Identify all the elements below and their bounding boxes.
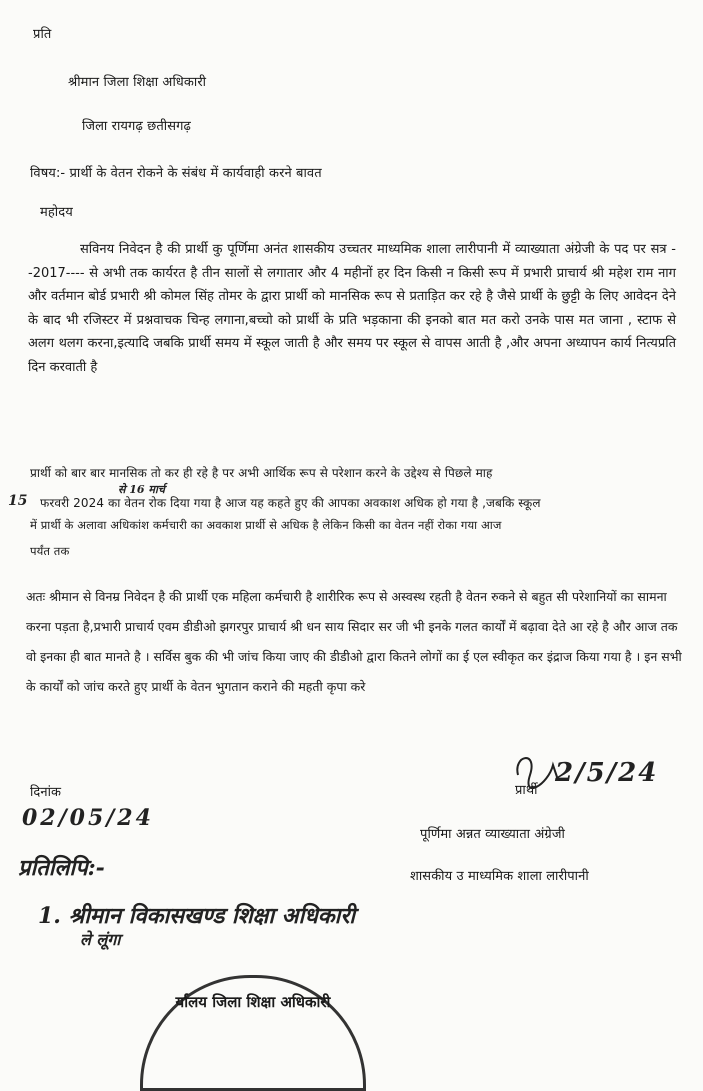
- paragraph-2-line3: में प्रार्थी के अलावा अधिकांश कर्मचारी का अवकाश प्रार्थी से अधिक है लेकिन किसी का वेतन नहीं रोका गया आज: [30, 518, 502, 532]
- paragraph-2-line1: प्रार्थी को बार बार मानसिक तो कर ही रहे है पर अभी आर्थिक रूप से परेशान करने के उद्देश्य से पिछले माह: [30, 466, 493, 480]
- handwritten-feb-number: 15: [8, 493, 28, 509]
- handwritten-copy-line2: ले लूंगा: [80, 930, 121, 949]
- to-label: प्रति: [33, 27, 52, 42]
- stamp-text: र्यालय जिला शिक्षा अधिकारी: [175, 993, 331, 1011]
- date-label: दिनांक: [30, 785, 62, 800]
- handwritten-feb-above: से 16 मार्च: [118, 483, 165, 496]
- sender-school: शासकीय उ माध्यमिक शाला लारीपानी: [410, 869, 589, 884]
- paragraph-1: सविनय निवेदन है की प्रार्थी कु पूर्णिमा अनंत शासकीय उच्चतर माध्यमिक शाला लारीपानी में व्याख्याता अंग्रेजी के पद पर सत्र --2017---- से अभी तक कार्यरत है तीन सालों से लगातार और 4 महीनों हर दिन किसी न किसी रूप में प्रभारी प्राचार्य श्री महेश राम नाग और वर्तमान बोर्ड प्रभारी श्री कोमल सिंह तोमर के द्वारा प्रार्थी को मानसिक रूप से प्रताड़ित कर रहे है जैसे प्रार्थी के छुट्टी के लिए आवेदन देने के बाद भी रजिस्टर में प्रश्नवाचक चिन्ह लगाना,बच्चो को प्रार्थी के प्रति भड़काना की इनको बात मत करो उनके पास मत जाना , स्टाफ से अलग थलग करना,इत्यादि जबकि प्रार्थी समय में स्कूल जाती है और समय पर स्कूल से वापस आती है ,और अपना अध्यापन कार्य नित्यप्रति दिन करवाती है: [28, 242, 676, 375]
- handwritten-copy-line1: 1. श्रीमान विकासखण्ड शिक्षा अधिकारी: [38, 903, 356, 929]
- paragraph-3: अतः श्रीमान से विनम्र निवेदन है की प्रार्थी एक महिला कर्मचारी है शारीरिक रूप से अस्वस्थ रहती है वेतन रुकने से बहुत सी परेशानियों का सामना करना पड़ता है,प्रभारी प्राचार्य एवम डीडीओ झगरपुर प्राचार्य श्री धन साय सिदार सर जी भी इनके गलत कार्यों में बढ़ावा देते आ रहे है और आज तक वो इनका ही बात मानते है । सर्विस बुक की भी जांच किया जाए की डीडीओ द्वारा कितने लोगों का ई एल स्वीकृत कर इंद्राज किया गया है । इन सभी के कार्यों को जांच करते हुए प्रार्थी के वेतन भुगतान कराने की महती कृपा करे: [26, 589, 682, 694]
- subject-line: विषय:- प्रार्थी के वेतन रोकने के संबंध में कार्यवाही करने बावत: [30, 166, 322, 181]
- recipient-line1: श्रीमान जिला शिक्षा अधिकारी: [68, 75, 207, 90]
- applicant-label: प्रार्थी: [515, 783, 538, 798]
- handwritten-signature-date: 2/5/24: [555, 758, 659, 788]
- handwritten-copy-label: प्रतिलिपि:-: [18, 855, 105, 881]
- salutation: महोदय: [40, 205, 73, 220]
- paragraph-2-line2: फरवरी 2024 का वेतन रोक दिया गया है आज यह कहते हुए की आपका अवकाश अधिक हो गया है ,जबकि स्कूल: [40, 496, 541, 510]
- paragraph-2-line4: पर्यंत तक: [30, 544, 70, 558]
- sender-name: पूर्णिमा अन्नत व्याख्याता अंग्रेजी: [420, 827, 565, 842]
- recipient-line2: जिला रायगढ़ छतीसगढ़: [82, 119, 191, 134]
- office-stamp: [140, 975, 366, 1091]
- handwritten-date-value: 02/05/24: [22, 805, 154, 831]
